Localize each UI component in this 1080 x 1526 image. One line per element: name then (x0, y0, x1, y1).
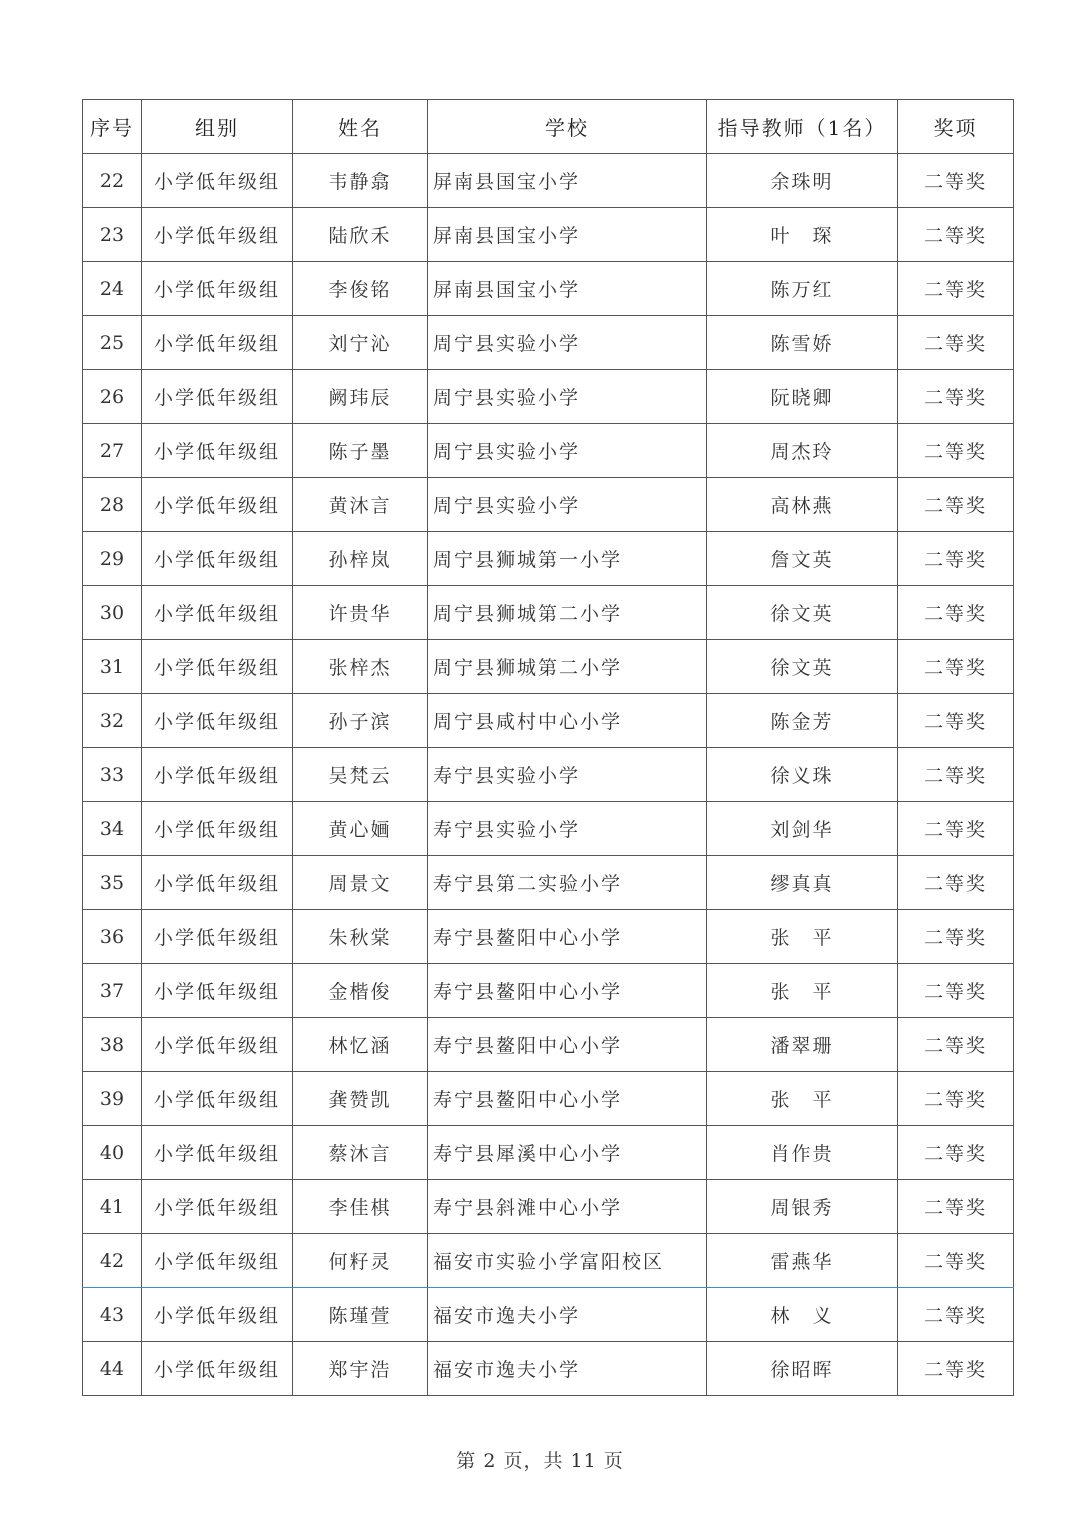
cell-school: 周宁县咸村中心小学 (428, 694, 707, 748)
cell-group: 小学低年级组 (142, 1126, 293, 1180)
cell-award: 二等奖 (898, 370, 1014, 424)
cell-group: 小学低年级组 (142, 748, 293, 802)
cell-award: 二等奖 (898, 1126, 1014, 1180)
cell-group: 小学低年级组 (142, 208, 293, 262)
cell-seq: 26 (83, 370, 142, 424)
cell-name: 陈子墨 (293, 424, 428, 478)
cell-school: 福安市逸夫小学 (428, 1342, 707, 1396)
cell-seq: 33 (83, 748, 142, 802)
table-row (83, 316, 1014, 370)
cell-name: 韦静翕 (293, 154, 428, 208)
cell-seq: 42 (83, 1234, 142, 1288)
cell-name: 李佳棋 (293, 1180, 428, 1234)
cell-seq: 37 (83, 964, 142, 1018)
award-table (82, 99, 1014, 1396)
cell-name: 孙子滨 (293, 694, 428, 748)
header-name: 姓名 (293, 100, 428, 154)
cell-group: 小学低年级组 (142, 478, 293, 532)
table-row (83, 748, 1014, 802)
cell-seq: 34 (83, 802, 142, 856)
header-school: 学校 (428, 100, 707, 154)
cell-school: 寿宁县斜滩中心小学 (428, 1180, 707, 1234)
cell-teacher: 张 平 (707, 964, 898, 1018)
table-row (83, 964, 1014, 1018)
table-row (83, 694, 1014, 748)
header-group: 组别 (142, 100, 293, 154)
cell-seq: 39 (83, 1072, 142, 1126)
cell-name: 陈瑾萱 (293, 1288, 428, 1342)
cell-award: 二等奖 (898, 748, 1014, 802)
cell-group: 小学低年级组 (142, 694, 293, 748)
cell-award: 二等奖 (898, 1288, 1014, 1342)
cell-seq: 40 (83, 1126, 142, 1180)
cell-school: 屏南县国宝小学 (428, 262, 707, 316)
cell-school: 寿宁县鳌阳中心小学 (428, 1072, 707, 1126)
table-row (83, 1234, 1014, 1288)
cell-school: 寿宁县实验小学 (428, 748, 707, 802)
table-row (83, 1018, 1014, 1072)
cell-award: 二等奖 (898, 154, 1014, 208)
cell-group: 小学低年级组 (142, 532, 293, 586)
cell-group: 小学低年级组 (142, 1180, 293, 1234)
cell-group: 小学低年级组 (142, 802, 293, 856)
header-award: 奖项 (898, 100, 1014, 154)
cell-teacher: 詹文英 (707, 532, 898, 586)
cell-award: 二等奖 (898, 208, 1014, 262)
cell-teacher: 周银秀 (707, 1180, 898, 1234)
cell-name: 黄沐言 (293, 478, 428, 532)
cell-name: 金楷俊 (293, 964, 428, 1018)
cell-group: 小学低年级组 (142, 262, 293, 316)
cell-teacher: 陈雪娇 (707, 316, 898, 370)
cell-award: 二等奖 (898, 856, 1014, 910)
cell-school: 周宁县实验小学 (428, 370, 707, 424)
cell-name: 何籽灵 (293, 1234, 428, 1288)
cell-award: 二等奖 (898, 1342, 1014, 1396)
table-row (83, 586, 1014, 640)
cell-group: 小学低年级组 (142, 586, 293, 640)
table-row (83, 1180, 1014, 1234)
cell-teacher: 张 平 (707, 1072, 898, 1126)
cell-teacher: 潘翠珊 (707, 1018, 898, 1072)
cell-teacher: 徐文英 (707, 640, 898, 694)
cell-name: 阙玮辰 (293, 370, 428, 424)
table-row (83, 802, 1014, 856)
cell-award: 二等奖 (898, 316, 1014, 370)
cell-name: 朱秋棠 (293, 910, 428, 964)
cell-school: 寿宁县第二实验小学 (428, 856, 707, 910)
cell-group: 小学低年级组 (142, 1072, 293, 1126)
cell-award: 二等奖 (898, 262, 1014, 316)
cell-teacher: 周杰玲 (707, 424, 898, 478)
table-row (83, 424, 1014, 478)
cell-seq: 28 (83, 478, 142, 532)
cell-group: 小学低年级组 (142, 1342, 293, 1396)
cell-seq: 35 (83, 856, 142, 910)
cell-award: 二等奖 (898, 478, 1014, 532)
cell-name: 李俊铭 (293, 262, 428, 316)
table-row (83, 640, 1014, 694)
table-row (83, 532, 1014, 586)
cell-group: 小学低年级组 (142, 1234, 293, 1288)
cell-award: 二等奖 (898, 586, 1014, 640)
cell-school: 周宁县实验小学 (428, 478, 707, 532)
table-header (83, 100, 1014, 154)
cell-teacher: 陈万红 (707, 262, 898, 316)
cell-name: 蔡沐言 (293, 1126, 428, 1180)
table-row (83, 154, 1014, 208)
cell-name: 吴梵云 (293, 748, 428, 802)
cell-group: 小学低年级组 (142, 370, 293, 424)
cell-seq: 43 (83, 1288, 142, 1342)
cell-school: 福安市逸夫小学 (428, 1288, 707, 1342)
table-row (83, 856, 1014, 910)
cell-seq: 31 (83, 640, 142, 694)
cell-school: 周宁县狮城第一小学 (428, 532, 707, 586)
cell-group: 小学低年级组 (142, 640, 293, 694)
cell-name: 张梓杰 (293, 640, 428, 694)
cell-name: 陆欣禾 (293, 208, 428, 262)
cell-seq: 27 (83, 424, 142, 478)
cell-name: 周景文 (293, 856, 428, 910)
page-footer: 第 2 页，共 11 页 (456, 1450, 624, 1472)
cell-group: 小学低年级组 (142, 910, 293, 964)
header-teacher: 指导教师（1名） (707, 100, 898, 154)
cell-award: 二等奖 (898, 1180, 1014, 1234)
cell-award: 二等奖 (898, 1018, 1014, 1072)
table-row (83, 1288, 1014, 1342)
cell-seq: 29 (83, 532, 142, 586)
cell-school: 福安市实验小学富阳校区 (428, 1234, 707, 1288)
cell-award: 二等奖 (898, 964, 1014, 1018)
cell-seq: 44 (83, 1342, 142, 1396)
cell-seq: 30 (83, 586, 142, 640)
cell-name: 龚赞凯 (293, 1072, 428, 1126)
cell-school: 周宁县实验小学 (428, 316, 707, 370)
cell-school: 寿宁县鳌阳中心小学 (428, 964, 707, 1018)
cell-teacher: 高林燕 (707, 478, 898, 532)
cell-seq: 23 (83, 208, 142, 262)
cell-group: 小学低年级组 (142, 856, 293, 910)
cell-teacher: 徐昭晖 (707, 1342, 898, 1396)
cell-teacher: 刘剑华 (707, 802, 898, 856)
table-body (83, 154, 1014, 1396)
cell-teacher: 徐文英 (707, 586, 898, 640)
cell-award: 二等奖 (898, 910, 1014, 964)
cell-award: 二等奖 (898, 640, 1014, 694)
cell-teacher: 徐义珠 (707, 748, 898, 802)
cell-award: 二等奖 (898, 424, 1014, 478)
cell-group: 小学低年级组 (142, 1018, 293, 1072)
table-row (83, 208, 1014, 262)
cell-group: 小学低年级组 (142, 424, 293, 478)
cell-group: 小学低年级组 (142, 316, 293, 370)
cell-school: 周宁县狮城第二小学 (428, 640, 707, 694)
cell-seq: 25 (83, 316, 142, 370)
table-row (83, 478, 1014, 532)
table-row (83, 370, 1014, 424)
cell-group: 小学低年级组 (142, 154, 293, 208)
cell-seq: 38 (83, 1018, 142, 1072)
cell-name: 郑宇浩 (293, 1342, 428, 1396)
cell-school: 寿宁县犀溪中心小学 (428, 1126, 707, 1180)
cell-award: 二等奖 (898, 1072, 1014, 1126)
cell-award: 二等奖 (898, 532, 1014, 586)
cell-school: 寿宁县鳌阳中心小学 (428, 1018, 707, 1072)
cell-group: 小学低年级组 (142, 1288, 293, 1342)
cell-name: 林忆涵 (293, 1018, 428, 1072)
table-row (83, 1072, 1014, 1126)
cell-name: 许贵华 (293, 586, 428, 640)
cell-teacher: 余珠明 (707, 154, 898, 208)
table-row (83, 1342, 1014, 1396)
cell-award: 二等奖 (898, 694, 1014, 748)
cell-teacher: 缪真真 (707, 856, 898, 910)
table-row (83, 910, 1014, 964)
cell-school: 屏南县国宝小学 (428, 154, 707, 208)
cell-teacher: 肖作贵 (707, 1126, 898, 1180)
cell-teacher: 陈金芳 (707, 694, 898, 748)
cell-seq: 32 (83, 694, 142, 748)
cell-school: 周宁县狮城第二小学 (428, 586, 707, 640)
cell-teacher: 林 义 (707, 1288, 898, 1342)
cell-seq: 41 (83, 1180, 142, 1234)
cell-name: 刘宁沁 (293, 316, 428, 370)
cell-school: 寿宁县实验小学 (428, 802, 707, 856)
cell-seq: 36 (83, 910, 142, 964)
cell-award: 二等奖 (898, 1234, 1014, 1288)
cell-school: 周宁县实验小学 (428, 424, 707, 478)
header-seq: 序号 (83, 100, 142, 154)
header-row (83, 100, 1014, 154)
table-row (83, 262, 1014, 316)
cell-group: 小学低年级组 (142, 964, 293, 1018)
cell-teacher: 叶 琛 (707, 208, 898, 262)
cell-name: 孙梓岚 (293, 532, 428, 586)
cell-seq: 24 (83, 262, 142, 316)
cell-teacher: 阮晓卿 (707, 370, 898, 424)
cell-school: 寿宁县鳌阳中心小学 (428, 910, 707, 964)
cell-award: 二等奖 (898, 802, 1014, 856)
table-row (83, 1126, 1014, 1180)
cell-teacher: 张 平 (707, 910, 898, 964)
cell-teacher: 雷燕华 (707, 1234, 898, 1288)
cell-name: 黄心婳 (293, 802, 428, 856)
cell-school: 屏南县国宝小学 (428, 208, 707, 262)
cell-seq: 22 (83, 154, 142, 208)
